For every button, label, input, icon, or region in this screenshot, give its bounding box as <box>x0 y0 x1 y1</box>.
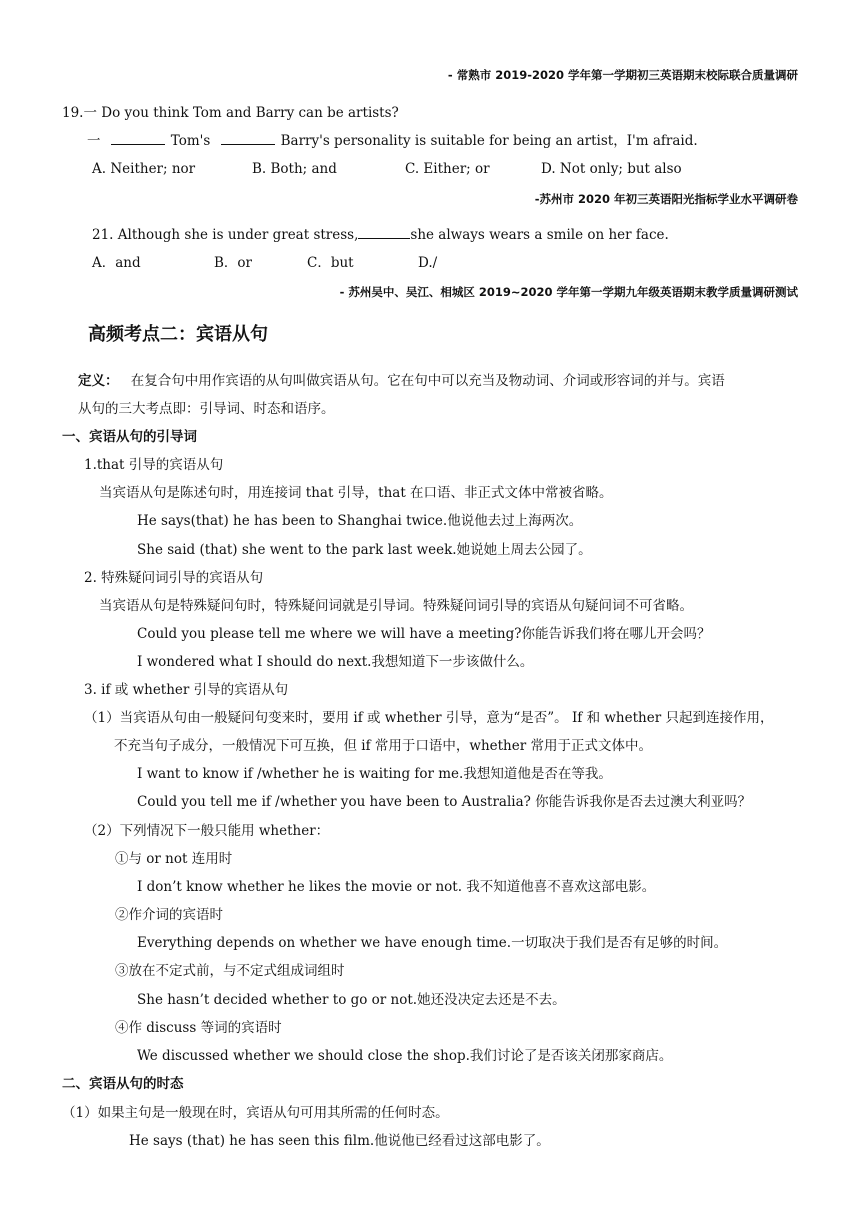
definition-line-1 <box>78 372 725 390</box>
example-sentence: We discussed whether we should close the shop.我们讨论了是否该关闭那家商店。 <box>137 1048 673 1064</box>
answer-blank-2 <box>221 132 275 145</box>
option-a: A. Neither; nor <box>92 161 196 177</box>
subsection-3-para-1a: （1）当宾语从句由一般疑问句变来时，要用 if 或 whether 引导，意为“是否”。 If 和 whether 只起到连接作用， <box>84 710 774 726</box>
example-sentence: I want to know if /whether he is waiting for me.我想知道他是否在等我。 <box>137 766 612 782</box>
answer-blank-1 <box>111 132 165 145</box>
example-sentence: Could you please tell me where we will have a meeting?你能告诉我们将在哪儿开会吗？ <box>137 626 711 642</box>
source-note-wuzhong: - 苏州吴中、吴江、相城区 2019~2020 学年第一学期九年级英语期末教学质量调研测试 <box>339 285 798 299</box>
question-21-options <box>0 254 860 272</box>
question-19-reply <box>87 132 698 150</box>
reply-part-2: Barry's personality is suitable for being an artist，I'm afraid. <box>280 133 698 149</box>
case-3: ③放在不定式前，与不定式组成词组时 <box>115 963 345 979</box>
source-note-suzhou: -苏州市 2020 年初三英语阳光指标学业水平调研卷 <box>534 192 798 206</box>
example-sentence: I don’t know whether he likes the movie or not. 我不知道他喜不喜欢这部电影。 <box>137 879 656 895</box>
example-sentence: She said (that) she went to the park last week.她说她上周去公园了。 <box>137 542 592 558</box>
definition-label: 定义： <box>78 373 119 389</box>
example-sentence: I wondered what I should do next.我想知道下一步该做什么。 <box>137 654 534 670</box>
option-a: A．and <box>92 255 141 271</box>
stem-after: she always wears a smile on her face. <box>410 227 669 243</box>
option-c: C．but <box>307 255 354 271</box>
subsection-1-title: 1.that 引导的宾语从句 <box>84 457 224 473</box>
part1-heading: 一、宾语从句的引导词 <box>62 429 197 445</box>
subsection-3-para-1b: 不充当句子成分，一般情况下可互换，但 if 常用于口语中，whether 常用于正式文体中。 <box>114 738 652 754</box>
example-sentence: He says(that) he has been to Shanghai twice.他说他去过上海两次。 <box>137 513 583 529</box>
option-d: D./ <box>418 255 438 271</box>
example-sentence: Could you tell me if /whether you have been to Australia? 你能告诉我你是否去过澳大利亚吗？ <box>137 794 752 810</box>
question-21-stem <box>92 226 669 244</box>
example-sentence: She hasn’t decided whether to go or not.她还没决定去还是不去。 <box>137 992 566 1008</box>
subsection-3-para-2: （2）下列情况下一般只能用 whether： <box>84 823 330 839</box>
stem-before: 21. Although she is under great stress, <box>92 227 359 243</box>
definition-text-1: 在复合句中用作宾语的从句叫做宾语从句。它在句中可以充当及物动词、介词或形容词的并与。宾语 <box>130 373 725 389</box>
subsection-3-title: 3. if 或 whether 引导的宾语从句 <box>84 682 289 698</box>
reply-part-1: Tom's <box>170 133 211 149</box>
answer-blank <box>358 226 410 239</box>
subsection-2-desc: 当宾语从句是特殊疑问句时，特殊疑问词就是引导词。特殊疑问词引导的宾语从句疑问词不可省略。 <box>99 598 693 614</box>
option-b: B. Both; and <box>252 161 337 177</box>
source-note-changshu: - 常熟市 2019-2020 学年第一学期初三英语期末校际联合质量调研 <box>447 68 798 82</box>
option-b: B．or <box>214 255 253 271</box>
definition-line-2: 从句的三大考点即：引导词、时态和语序。 <box>78 401 335 417</box>
question-19-stem: 19.一 Do you think Tom and Barry can be artists? <box>62 105 399 121</box>
option-c: C. Either; or <box>405 161 490 177</box>
example-sentence: He says (that) he has seen this film.他说他已经看过这部电影了。 <box>129 1133 550 1149</box>
option-d: D. Not only; but also <box>541 161 682 177</box>
case-1: ①与 or not 连用时 <box>115 851 233 867</box>
subsection-2-title: 2. 特殊疑问词引导的宾语从句 <box>84 570 264 586</box>
reply-dash: 一 <box>87 133 101 149</box>
example-sentence: Everything depends on whether we have enough time.一切取决于我们是否有足够的时间。 <box>137 935 728 951</box>
part2-heading: 二、宾语从句的时态 <box>62 1076 184 1092</box>
case-2: ②作介词的宾语时 <box>115 907 223 923</box>
subsection-1-desc: 当宾语从句是陈述句时，用连接词 that 引导，that 在口语、非正式文体中常被省略。 <box>99 485 613 501</box>
section-title: 高频考点二：宾语从句 <box>88 324 268 345</box>
part2-para-1: （1）如果主句是一般现在时，宾语从句可用其所需的任何时态。 <box>62 1105 449 1121</box>
question-19-options <box>0 160 860 178</box>
case-4: ④作 discuss 等词的宾语时 <box>115 1020 282 1036</box>
